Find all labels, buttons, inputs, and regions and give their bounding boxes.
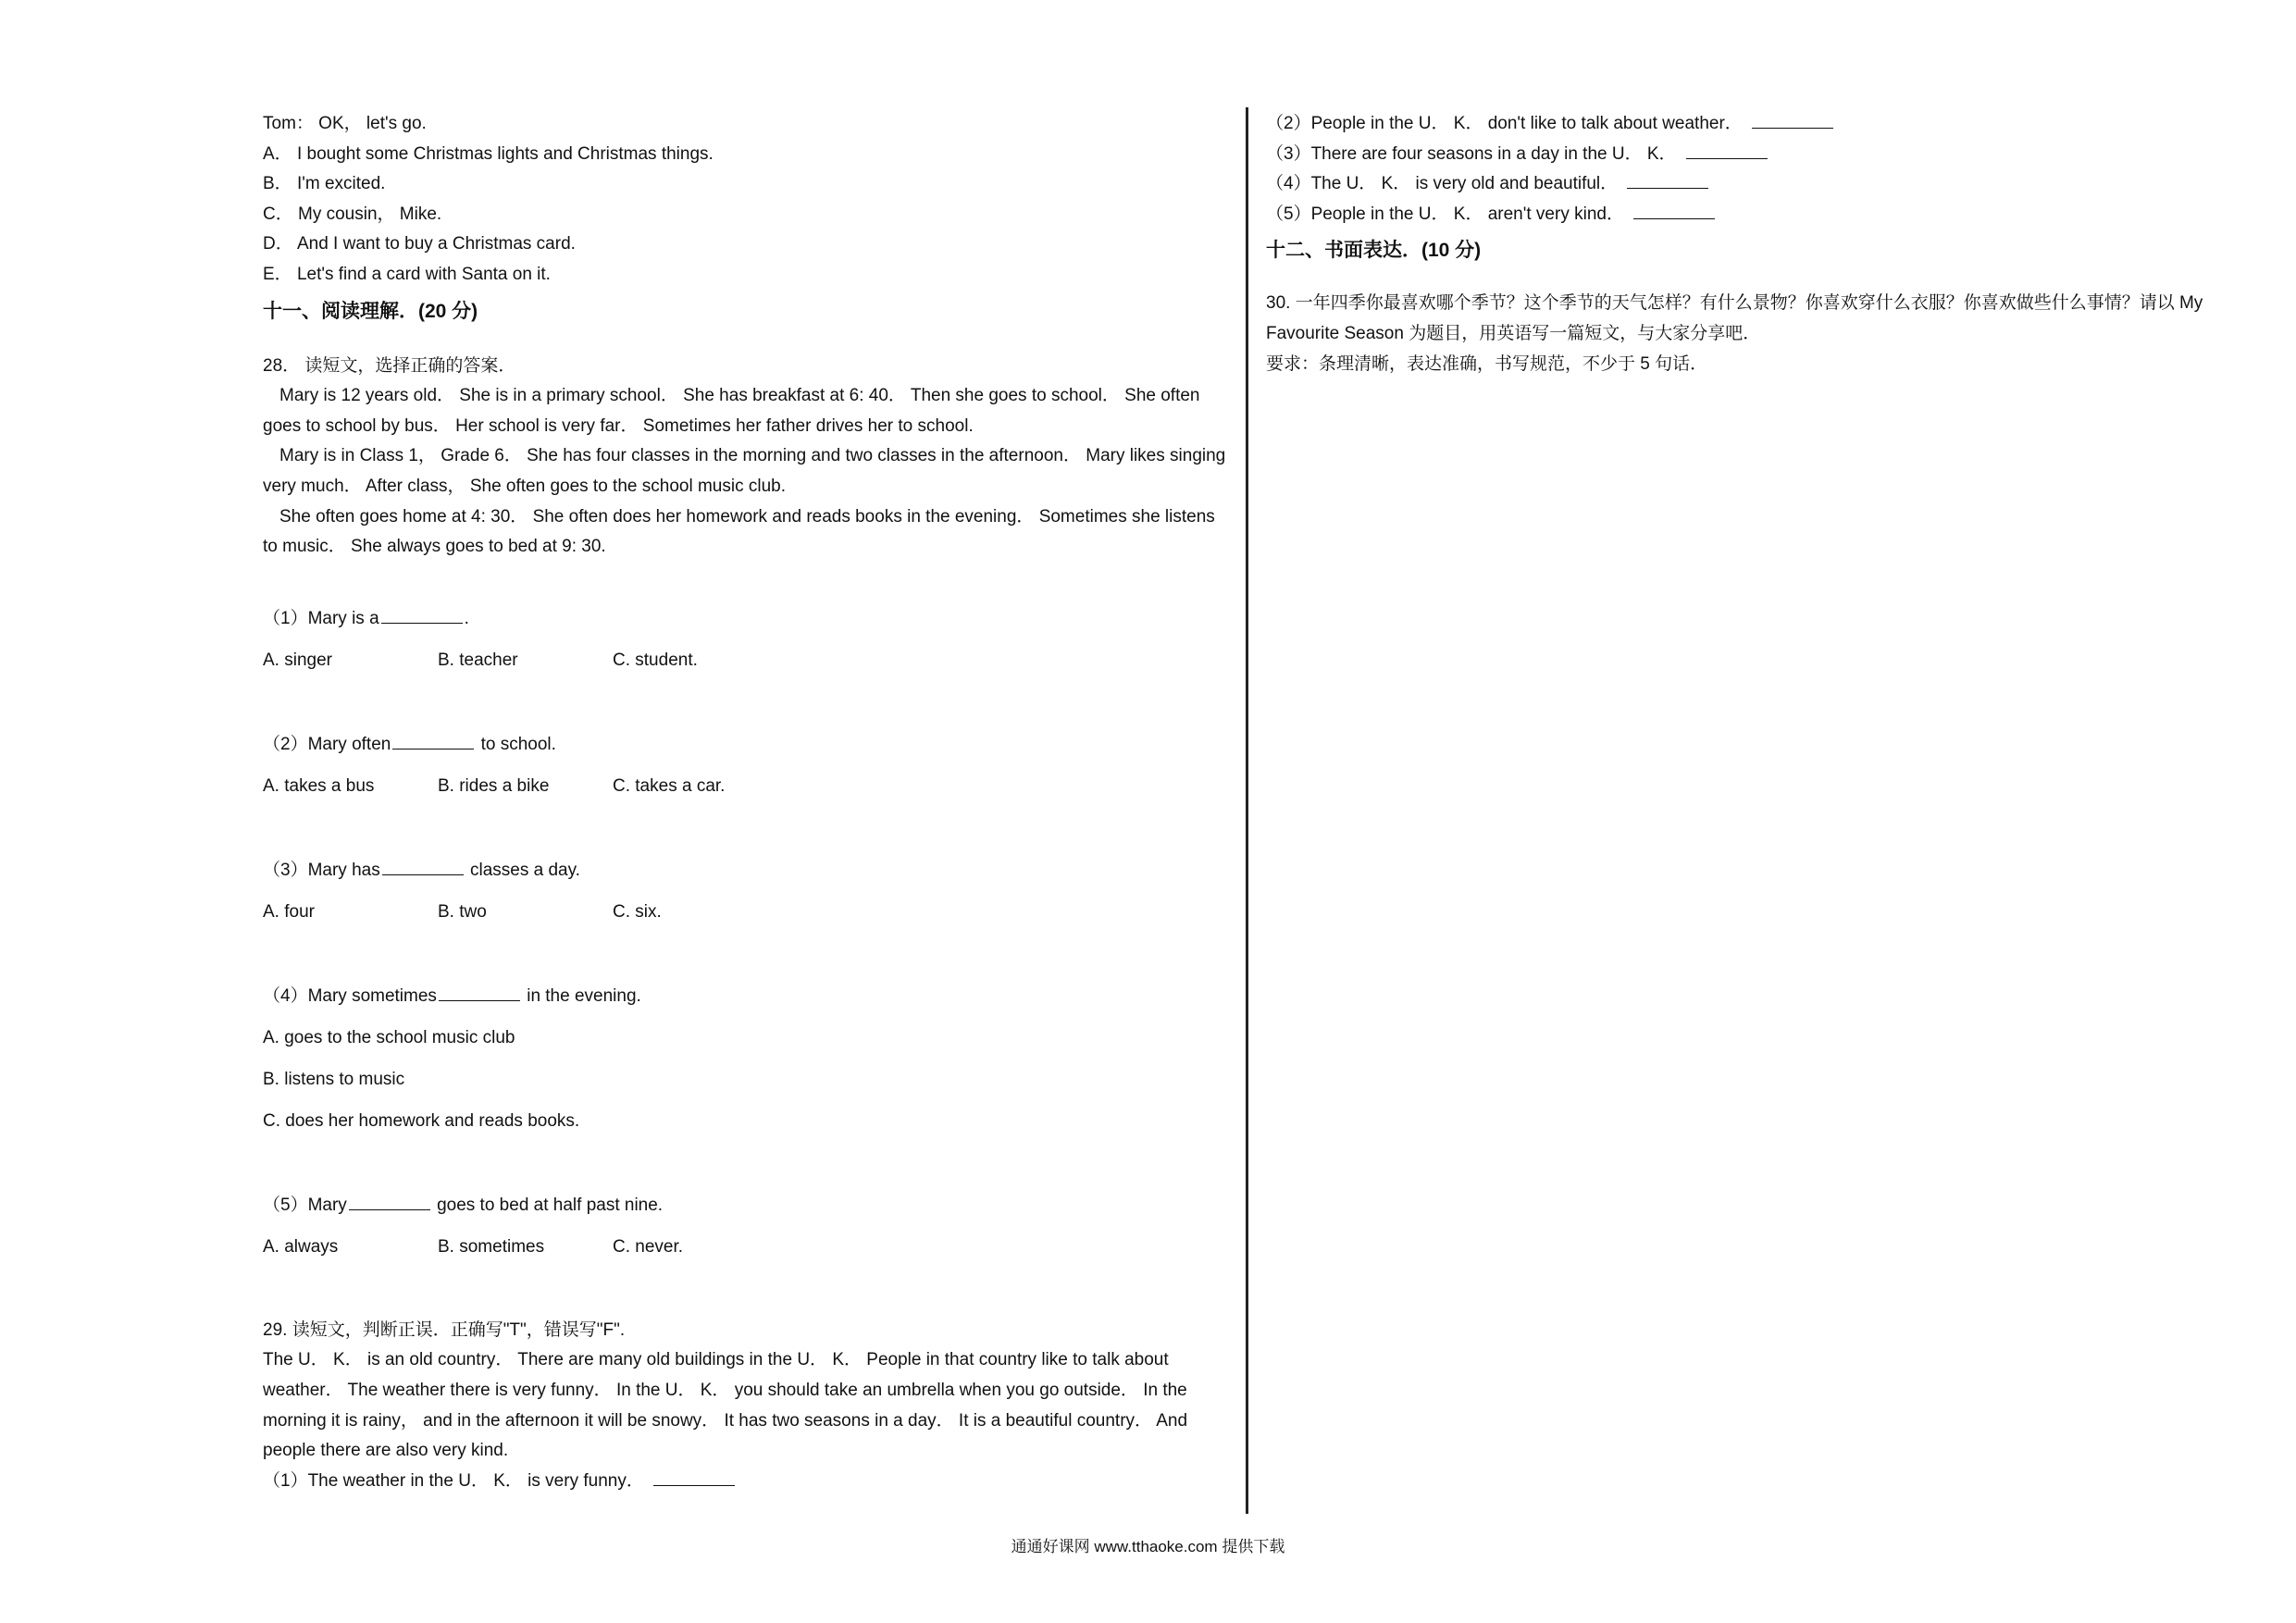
column-divider [1246, 107, 1248, 1514]
dialog-option: B． I'm excited. [263, 174, 386, 194]
option-a: A. takes a bus [263, 775, 375, 796]
option-b: B. listens to music [263, 1069, 405, 1089]
q29-item-2-text: （2）People in the U． K． don't like to talk about weather． [1266, 114, 1743, 133]
q28-passage-paragraph: She often goes home at 4: 30． She often does her homework and reads books in the evening． Sometimes she listens to music． She always goes to bed at 9: 30. [263, 506, 1215, 557]
q29-item-5-text: （5）People in the U． K． aren't very kind． [1266, 204, 1624, 224]
answer-blank [653, 1468, 735, 1486]
section-11-title: 十一、阅读理解．(20 分) [263, 300, 478, 322]
q28-item-4-stem: （4）Mary sometimes [263, 985, 437, 1006]
q28-item-3-stem: （3）Mary has [263, 860, 380, 880]
dialog-option: C． My cousin， Mike. [263, 204, 442, 224]
q29-item-2 [1266, 109, 2228, 140]
q28-item-3-tail: classes a day. [465, 860, 580, 880]
q28-item-4-tail: in the evening. [521, 985, 641, 1006]
q28-item-3 [263, 856, 1231, 886]
answer-blank [1752, 111, 1833, 129]
q29-passage: The U． K． is an old country． There are many old buildings in the U． K． People in that country like to talk about weather． The weather there is very funny． In the U． K． you should take an umbrella when you go outside． In the morning it is rainy， and in the afternoon it will be snowy． It has two seasons in a day． It is a beautiful country． And people there are also very kind. [263, 1350, 1188, 1461]
q28-item-5 [263, 1191, 1231, 1220]
answer-blank [349, 1193, 430, 1210]
answer-blank [1686, 142, 1768, 159]
section-12-title: 十二、书面表达．(10 分) [1266, 240, 1482, 262]
q28-item-5-stem: （5）Mary [263, 1195, 347, 1215]
q28-item-2-stem: （2）Mary often [263, 734, 391, 754]
option-a: A. always [263, 1236, 339, 1257]
q29-title: 29. 读短文，判断正误．正确写"T"，错误写"F". [263, 1319, 626, 1340]
option-c: C. takes a car. [613, 775, 726, 796]
q30-prompt: 30. 一年四季你最喜欢哪个季节？这个季节的天气怎样？有什么景物？你喜欢穿什么衣服？你喜欢做些什么事情？请以 My Favourite Season 为题目，用英语写一篇短文，与大家分享吧． [1266, 293, 2203, 343]
q29-item-5 [1266, 200, 2228, 230]
q28-passage-paragraph: Mary is 12 years old． She is in a primary school． She has breakfast at 6: 40． Then she goes to school． She often goes to school by bus． Her school is very far． Sometimes her father drives her to school. [263, 386, 1200, 436]
answer-blank [1627, 171, 1708, 189]
answer-blank [1633, 202, 1715, 219]
q29-item-4 [1266, 169, 2228, 200]
q28-item-5-tail: goes to bed at half past nine. [431, 1195, 664, 1215]
q28-item-1-tail: . [464, 608, 469, 628]
q28-item-1-options [263, 646, 1231, 675]
q28-title: 28． 读短文，选择正确的答案． [263, 355, 516, 376]
q29-item-1 [263, 1467, 1231, 1497]
footer-source: 通通好课网 www.tthaoke.com 提供下载 [1011, 1538, 1285, 1555]
option-c: C. does her homework and reads books. [263, 1110, 580, 1131]
answer-blank [439, 984, 520, 1001]
answer-blank [392, 732, 474, 750]
q28-item-2 [263, 730, 1231, 760]
option-c: C. never. [613, 1236, 684, 1257]
option-a: A. singer [263, 650, 332, 670]
dialog-option: E． Let's find a card with Santa on it. [263, 264, 551, 284]
q28-item-1 [263, 604, 1231, 634]
q28-item-1-stem: （1）Mary is a [263, 608, 379, 628]
answer-blank [381, 606, 463, 624]
dialog-option: A． I bought some Christmas lights and Christmas things. [263, 143, 714, 164]
left-column [263, 109, 1231, 1496]
q28-item-2-tail: to school. [476, 734, 556, 754]
q29-item-3 [1266, 140, 2228, 170]
dialog-tail: Tom： OK， let's go. [263, 114, 427, 133]
dialog-option: D． And I want to buy a Christmas card. [263, 234, 576, 254]
option-b: B. two [438, 901, 487, 922]
option-a: A. goes to the school music club [263, 1027, 515, 1047]
option-a: A. four [263, 901, 315, 922]
q28-item-4 [263, 982, 1231, 1011]
answer-blank [382, 858, 464, 875]
option-c: C. six. [613, 901, 662, 922]
option-b: B. rides a bike [438, 775, 550, 796]
q28-passage-paragraph: Mary is in Class 1， Grade 6． She has four classes in the morning and two classes in the afternoon． Mary likes singing very much． After class， She often goes to the school music club. [263, 446, 1226, 496]
option-c: C. student. [613, 650, 698, 670]
q30-requirements: 要求：条理清晰，表达准确，书写规范，不少于 5 句话． [1266, 353, 1708, 374]
q28-item-3-options [263, 898, 1231, 927]
q29-item-1-text: （1）The weather in the U． K． is very funny． [263, 1470, 644, 1491]
q28-item-5-options [263, 1233, 1231, 1262]
q29-item-4-text: （4）The U． K． is very old and beautiful． [1266, 174, 1619, 194]
option-b: B. sometimes [438, 1236, 545, 1257]
option-b: B. teacher [438, 650, 518, 670]
q28-item-2-options [263, 772, 1231, 801]
right-column [1266, 109, 2228, 379]
q29-item-3-text: （3）There are four seasons in a day in the U． K． [1266, 143, 1677, 164]
